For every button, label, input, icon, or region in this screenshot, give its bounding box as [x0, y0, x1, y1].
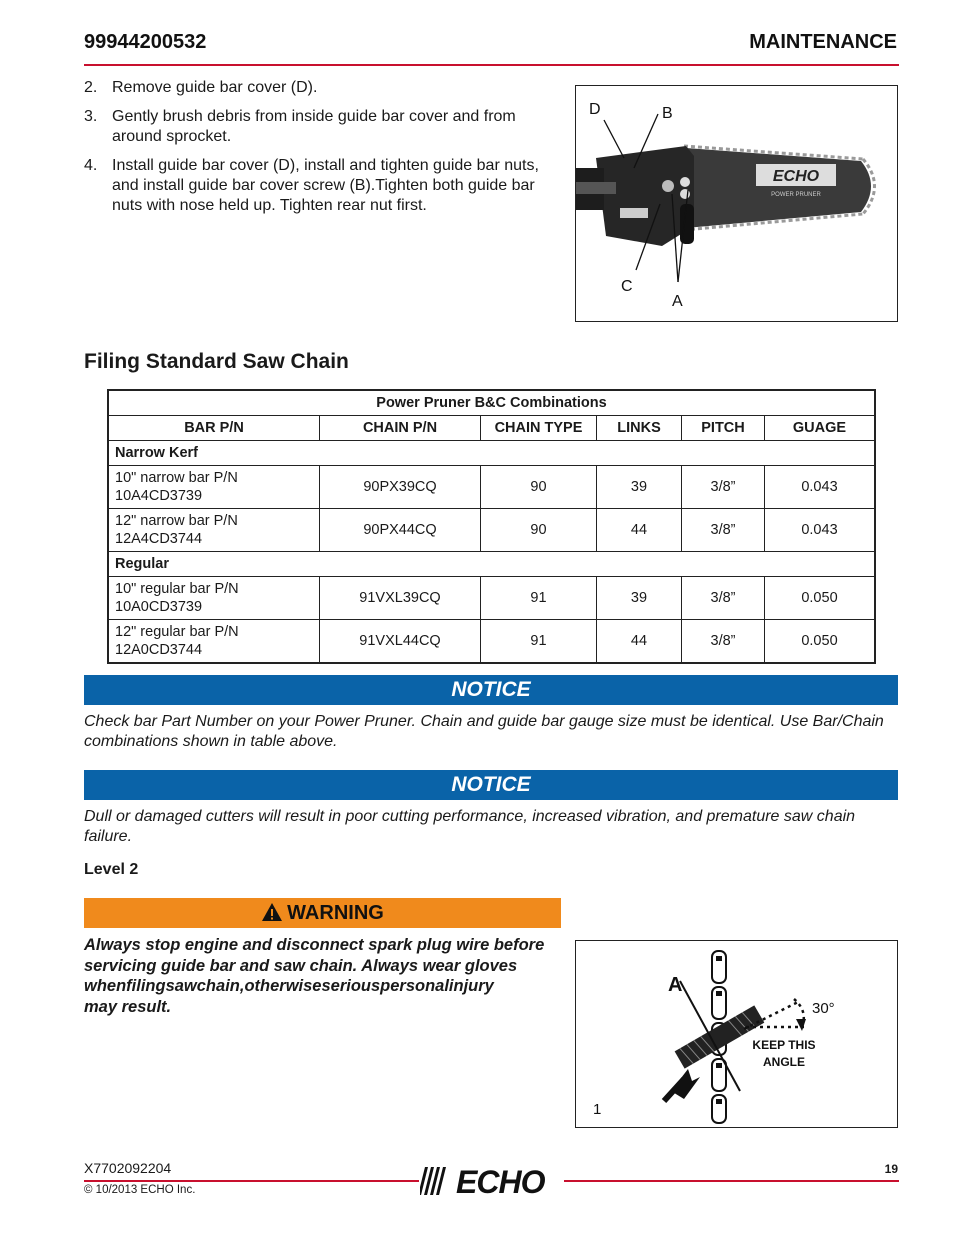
table-row: 12" regular bar P/N 12A0CD3744 91VXL44CQ 91 44 3/8” 0.050	[108, 620, 875, 664]
guide-bar-illustration	[576, 86, 896, 320]
notice-text: Check bar Part Number on your Power Pruner. Chain and guide bar gauge size must be identical. Use Bar/Chain combinations shown in table above.	[84, 713, 884, 750]
warning-text: Always stop engine and disconnect spark plug wire before servicing guide bar and saw chain. Always wear gloves whenfilingsawchain,otherwiseseriouspersonalinjury may result.	[84, 936, 545, 1016]
table-row: 10" narrow bar P/N 10A4CD3739 90PX39CQ 90 39 3/8” 0.043	[108, 466, 875, 509]
filing-angle-illustration	[576, 941, 896, 1126]
header-rule	[84, 64, 899, 66]
bar-chain-table	[107, 389, 876, 664]
keep-angle-line1: KEEP THIS	[752, 1038, 816, 1052]
column-header: LINKS	[597, 416, 682, 441]
table-row: 10" regular bar P/N 10A0CD3739 91VXL39CQ 91 39 3/8” 0.050	[108, 577, 875, 620]
keep-angle-line2: ANGLE	[763, 1055, 805, 1069]
warning-title: WARNING	[287, 902, 384, 924]
maintenance-steps	[84, 78, 566, 225]
footer-copyright: © 10/2013 ECHO Inc.	[84, 1184, 196, 1196]
level-label: Level 2	[84, 861, 139, 878]
page-number: 19	[884, 1162, 898, 1176]
column-header: CHAIN P/N	[320, 416, 481, 441]
notice-banner: NOTICE	[84, 675, 898, 705]
label-b: B	[662, 105, 673, 122]
table-caption: Power Pruner B&C Combinations	[108, 390, 875, 416]
footer-rule-left	[84, 1180, 419, 1182]
filing-angle-figure	[575, 940, 898, 1128]
guide-bar-figure	[575, 85, 898, 322]
column-header: CHAIN TYPE	[481, 416, 597, 441]
bar-brand-text: ECHO	[772, 168, 820, 185]
echo-logo	[420, 1163, 562, 1199]
footer-part-number: X7702092204	[84, 1160, 172, 1176]
footer-rule-right	[564, 1180, 899, 1182]
figure-number: 1	[593, 1101, 602, 1118]
step-item: 2. Remove guide bar cover (D).	[84, 79, 318, 96]
notice-banner: NOTICE	[84, 770, 898, 800]
svg-text:ECHO: ECHO	[456, 1164, 545, 1199]
step-item: 3. Gently brush debris from inside guide bar cover and from around sprocket.	[84, 108, 516, 145]
column-header: PITCH	[682, 416, 765, 441]
column-header: GUAGE	[765, 416, 876, 441]
angle-label: 30°	[812, 1000, 835, 1017]
column-header: BAR P/N	[108, 416, 320, 441]
table-header-row	[108, 416, 875, 441]
label-c: C	[621, 278, 633, 295]
echo-logo-mark	[420, 1163, 562, 1199]
group-header: Narrow Kerf	[108, 441, 875, 466]
label-a: A	[672, 293, 683, 310]
bar-sub-text: POWER PRUNER	[771, 192, 821, 198]
label-d: D	[589, 101, 601, 118]
group-header: Regular	[108, 552, 875, 577]
warning-banner	[84, 898, 561, 928]
step-item: 4. Install guide bar cover (D), install and tighten guide bar nuts, and install guide bar cover screw (B).Tighten both guide bar nuts with nose held up. Tighten rear nut first.	[84, 157, 539, 214]
notice-text: Dull or damaged cutters will result in poor cutting performance, increased vibration, and premature saw chain failure.	[84, 808, 856, 845]
figure-label-a: A	[668, 974, 683, 996]
warning-icon	[261, 902, 283, 922]
section-title: MAINTENANCE	[749, 31, 897, 53]
section-heading: Filing Standard Saw Chain	[84, 350, 349, 373]
document-number: 99944200532	[84, 31, 207, 53]
table-row: 12" narrow bar P/N 12A4CD3744 90PX44CQ 90 44 3/8” 0.043	[108, 509, 875, 552]
